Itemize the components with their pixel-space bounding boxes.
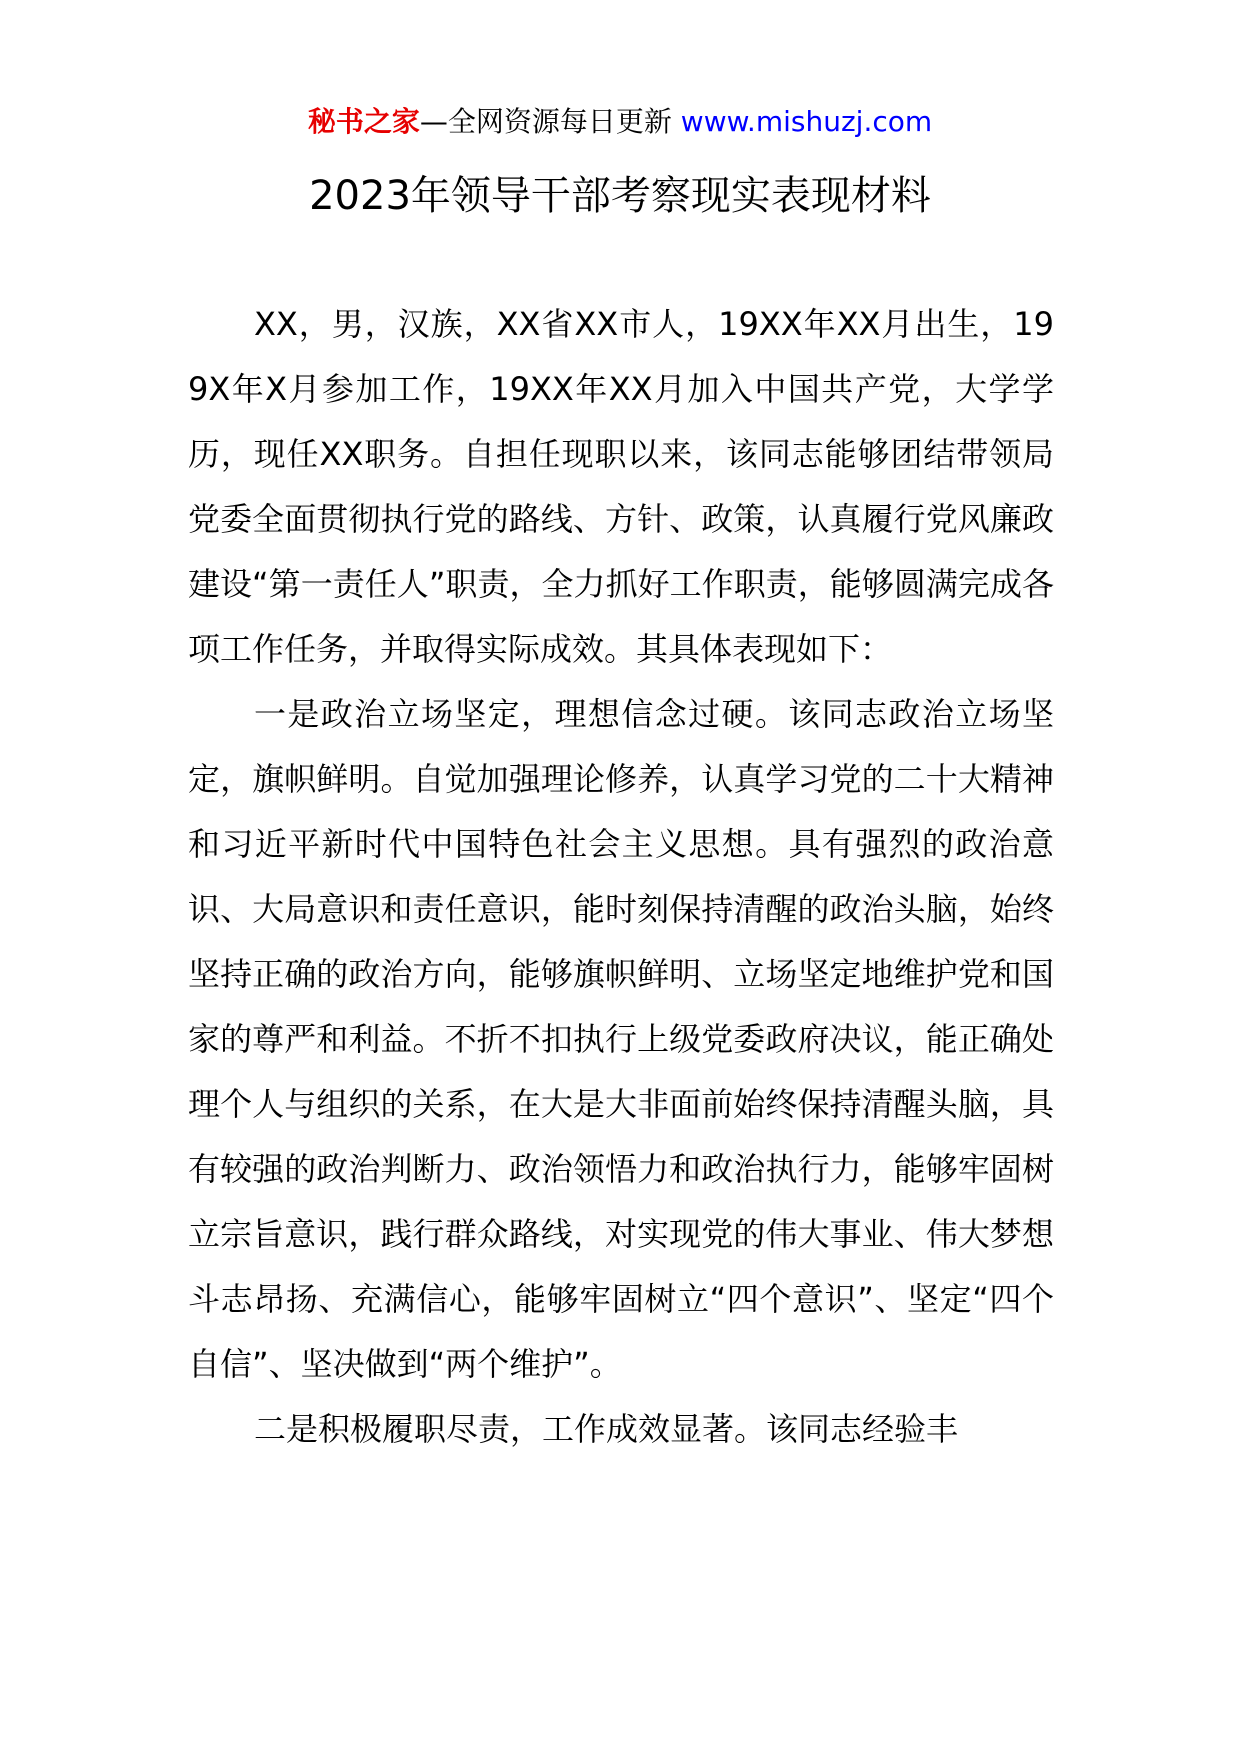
paragraph-intro: XX，男，汉族，XX省XX市人，19XX年XX月出生，199X年X月参加工作，19XX年XX月加入中国共产党，大学学历，现任XX职务。自担任现职以来，该同志能够团结带领局党委全面贯彻执行党的路线、方针、政策，认真履行党风廉政建设“第一责任人”职责，全力抓好工作职责，能够圆满完成各项工作任务，并取得实际成效。其具体表现如下： (188, 305, 1054, 668)
document-title: 2023年领导干部考察现实表现材料 (309, 173, 931, 219)
document-body (188, 292, 1054, 1462)
site-tagline: —全网资源每日更新 (419, 105, 672, 138)
site-header (0, 102, 1240, 142)
paragraph-political-stance: 一是政治立场坚定，理想信念过硬。该同志政治立场坚定，旗帜鲜明。自觉加强理论修养，认真学习党的二十大精神和习近平新时代中国特色社会主义思想。具有强烈的政治意识、大局意识和责任意识，能时刻保持清醒的政治头脑，始终坚持正确的政治方向，能够旗帜鲜明、立场坚定地维护党和国家的尊严和利益。不折不扣执行上级党委政府决议，能正确处理个人与组织的关系，在大是大非面前始终保持清醒头脑，具有较强的政治判断力、政治领悟力和政治执行力，能够牢固树立宗旨意识，践行群众路线，对实现党的伟大事业、伟大梦想斗志昂扬、充满信心，能够牢固树立“四个意识”、坚定“四个自信”、坚决做到“两个维护”。 (188, 695, 1054, 1383)
paragraph-duty-performance: 二是积极履职尽责，工作成效显著。该同志经验丰 (254, 1410, 959, 1448)
site-brand: 秘书之家 (307, 105, 420, 138)
site-url-link[interactable]: www.mishuzj.com (680, 105, 933, 138)
